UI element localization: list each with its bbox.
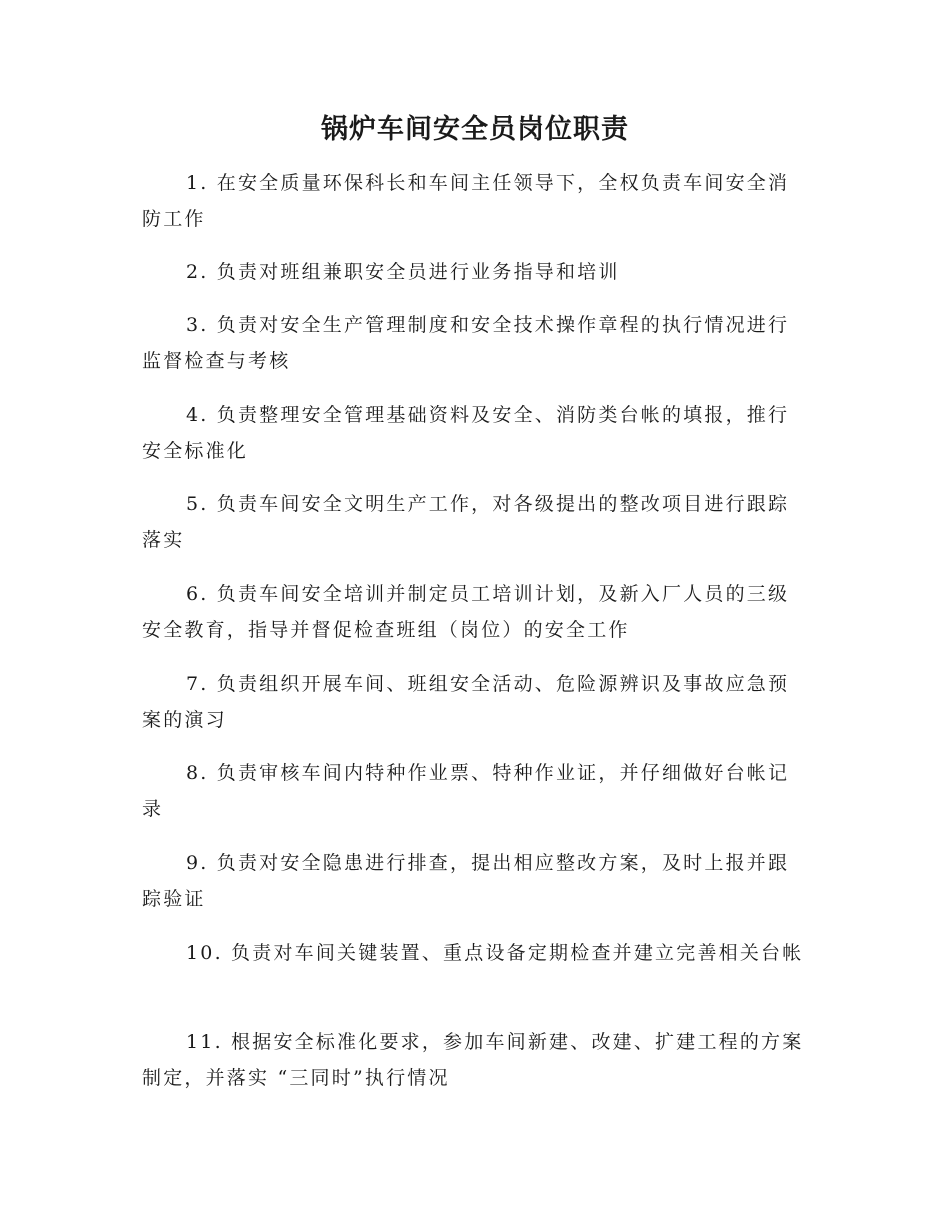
duty-item-1: 1. 在安全质量环保科长和车间主任领导下，全权负责车间安全消防工作 — [142, 172, 790, 230]
document-title: 锅炉车间安全员岗位职责 — [321, 114, 629, 145]
duty-item-4: 4. 负责整理安全管理基础资料及安全、消防类台帐的填报，推行安全标准化 — [142, 404, 790, 462]
duty-item-7: 7. 负责组织开展车间、班组安全活动、危险源辨识及事故应急预案的演习 — [142, 673, 790, 731]
duty-item-6: 6. 负责车间安全培训并制定员工培训计划，及新入厂人员的三级安全教育，指导并督促检查班组（岗位）的安全工作 — [142, 583, 790, 641]
duty-item-3: 3. 负责对安全生产管理制度和安全技术操作章程的执行情况进行监督检查与考核 — [142, 314, 790, 372]
duty-item-8: 8. 负责审核车间内特种作业票、特种作业证，并仔细做好台帐记录 — [142, 762, 790, 820]
duty-item-2: 2. 负责对班组兼职安全员进行业务指导和培训 — [186, 261, 620, 283]
duty-item-5: 5. 负责车间安全文明生产工作，对各级提出的整改项目进行跟踪落实 — [142, 493, 790, 551]
duty-item-9: 9. 负责对安全隐患进行排查，提出相应整改方案，及时上报并跟踪验证 — [142, 852, 790, 910]
duty-item-10: 10. 负责对车间关键装置、重点设备定期检查并建立完善相关台帐 — [186, 942, 804, 964]
duty-item-11: 11. 根据安全标准化要求，参加车间新建、改建、扩建工程的方案制定，并落实 “三同时”执行情况 — [142, 1031, 804, 1089]
